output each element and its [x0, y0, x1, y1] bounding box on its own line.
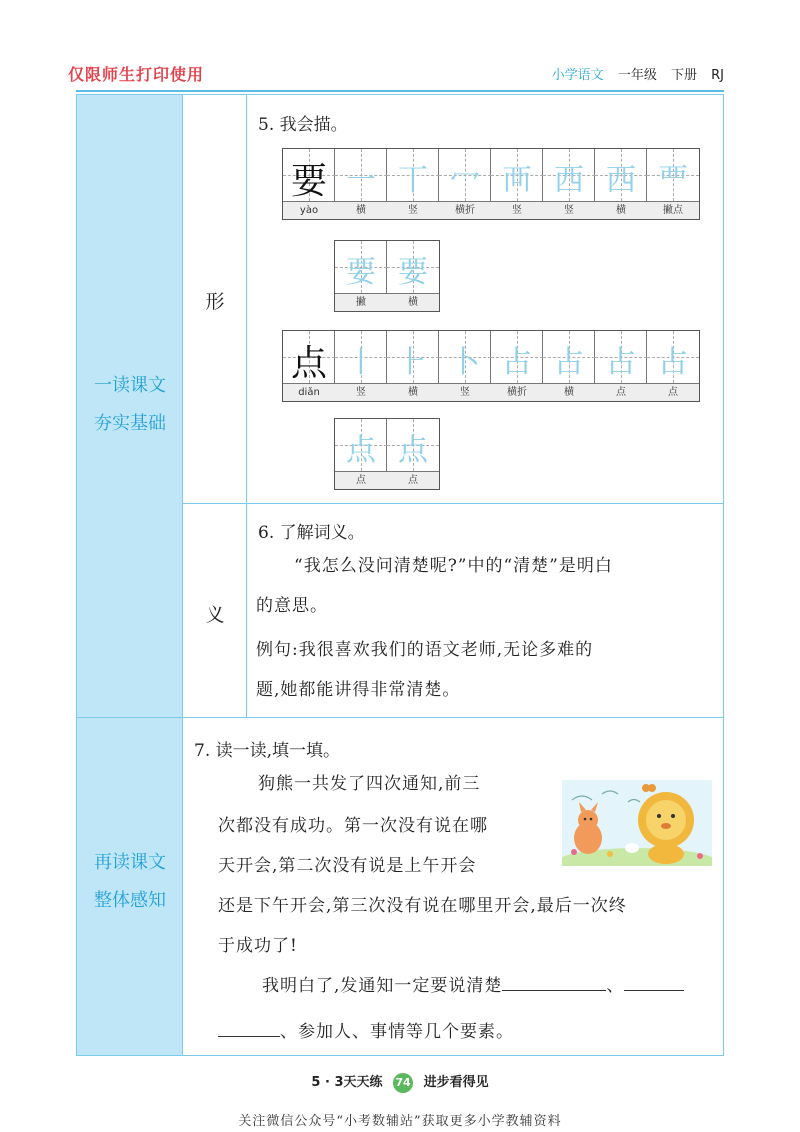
answer-blank-3[interactable] [218, 1017, 280, 1037]
trace-glyph: 冖 [450, 163, 480, 198]
form-column [183, 95, 247, 503]
q6-line1: “我怎么没问清楚呢?”中的“清楚”是明白 [294, 556, 613, 576]
stroke-name: 横 [387, 383, 439, 401]
trace-glyph: 要 [346, 255, 376, 290]
page-footer [0, 1071, 800, 1093]
stroke-name: 点 [647, 383, 699, 401]
trace-glyph: 卜 [450, 345, 480, 380]
trace-glyph: 占 [554, 345, 584, 380]
stroke-name: 横折 [491, 383, 543, 401]
trace-glyph: ⺊ [398, 345, 428, 380]
answer-blank-1[interactable] [502, 971, 606, 991]
stroke-cell[interactable] [335, 149, 387, 219]
answer-blank-2[interactable] [624, 971, 684, 991]
stroke-name: 撇 [335, 293, 387, 311]
stroke-name: 竖 [387, 201, 439, 219]
stroke-name: 点 [595, 383, 647, 401]
yao-main-cell [283, 149, 335, 219]
q7-fill-line1 [262, 966, 684, 1006]
footer-brand: 5 · 3天天练 [311, 1075, 383, 1090]
q7-title: 7. 读一读,填一填。 [194, 741, 341, 761]
trace-glyph: 点 [346, 433, 376, 468]
stroke-name: 竖 [335, 383, 387, 401]
dian-char: 点 [290, 343, 327, 384]
q7-fill-line2 [218, 1012, 514, 1052]
q6-line2: 的意思。 [256, 596, 328, 616]
stroke-name: 点 [387, 471, 439, 489]
stroke-name: 竖 [543, 201, 595, 219]
q7-line5: 于成功了! [218, 936, 298, 956]
trace-glyph: 覀 [658, 163, 688, 198]
trace-glyph: 西 [606, 163, 636, 198]
trace-glyph: 占 [502, 345, 532, 380]
stroke-name: 竖 [439, 383, 491, 401]
header-divider [76, 90, 724, 92]
row-divider-q6 [247, 503, 723, 504]
q5-title: 5. 我会描。 [258, 115, 348, 135]
trace-glyph: 襾 [502, 163, 532, 198]
stroke-cell[interactable] [335, 419, 387, 489]
stroke-name: 横折 [439, 201, 491, 219]
meaning-column [183, 503, 247, 717]
stroke-cell[interactable] [491, 149, 543, 219]
q7-line2: 次都没有成功。第一次没有说在哪 [218, 816, 488, 836]
q7-fill-prefix: 我明白了,发通知一定要说清楚 [262, 976, 503, 996]
trace-glyph: 丨 [346, 345, 376, 380]
section-first-read [77, 95, 183, 717]
second-read-line2: 整体感知 [94, 890, 166, 911]
page-number: 74 [393, 1073, 413, 1093]
stroke-cell[interactable] [387, 241, 439, 311]
q6-example-line2: 题,她都能讲得非常清楚。 [256, 680, 461, 700]
second-read-line1: 再读课文 [94, 852, 166, 873]
trace-glyph: 西 [554, 163, 584, 198]
row-divider-q7 [183, 717, 723, 718]
stroke-name: 横 [543, 383, 595, 401]
illustration-svg [562, 780, 712, 866]
stroke-cell[interactable] [439, 149, 491, 219]
yao-pinyin: yào [283, 201, 335, 219]
dian-tail-grid [334, 418, 440, 490]
q7-line3: 天开会,第二次没有说是上午开会 [218, 856, 477, 876]
subject-label: 小学语文 [551, 68, 604, 83]
stroke-cell[interactable] [647, 149, 699, 219]
section-second-read [77, 717, 183, 1055]
stroke-cell[interactable] [387, 419, 439, 489]
q6-example-line1: 例句:我很喜欢我们的语文老师,无论多难的 [256, 640, 594, 660]
stroke-cell[interactable] [335, 241, 387, 311]
stroke-cell[interactable] [387, 149, 439, 219]
stroke-name: 点 [335, 471, 387, 489]
stroke-cell[interactable] [543, 331, 595, 401]
q7-fill-separator: 、 [606, 976, 625, 996]
stroke-cell[interactable] [439, 331, 491, 401]
yao-stroke-grid [282, 148, 700, 220]
yao-tail-grid [334, 240, 440, 312]
q7-line1: 狗熊一共发了四次通知,前三 [258, 774, 481, 794]
q7-fill-suffix: 、参加人、事情等几个要素。 [280, 1022, 514, 1042]
stroke-cell[interactable] [335, 331, 387, 401]
dian-main-cell [283, 331, 335, 401]
trace-glyph: 丅 [398, 163, 428, 198]
stroke-name: 横 [387, 293, 439, 311]
trace-glyph: 一 [346, 163, 376, 198]
stroke-cell[interactable] [387, 331, 439, 401]
meaning-label: 义 [205, 604, 225, 626]
first-read-line1: 一读课文 [94, 375, 166, 396]
grade-label: 一年级 [617, 68, 657, 83]
stroke-cell[interactable] [491, 331, 543, 401]
stroke-cell[interactable] [595, 149, 647, 219]
trace-glyph: 占 [658, 345, 688, 380]
stroke-name: 竖 [491, 201, 543, 219]
bear-fox-illustration [562, 780, 712, 866]
stroke-cell[interactable] [595, 331, 647, 401]
form-label: 形 [205, 291, 225, 313]
watermark-text: 关注微信公众号“小考数辅站”获取更多小学教辅资料 [238, 1114, 562, 1129]
dian-pinyin: diǎn [283, 383, 335, 401]
trace-glyph: 点 [398, 433, 428, 468]
stroke-cell[interactable] [543, 149, 595, 219]
stroke-cell[interactable] [647, 331, 699, 401]
q7-line4: 还是下午开会,第三次没有说在哪里开会,最后一次终 [218, 896, 627, 916]
footer-slogan: 进步看得见 [423, 1075, 489, 1090]
stroke-name: 撇点 [647, 201, 699, 219]
trace-glyph: 占 [606, 345, 636, 380]
volume-label: 下册 [670, 68, 697, 83]
print-notice: 仅限师生打印使用 [68, 65, 205, 84]
stroke-name: 横 [335, 201, 387, 219]
trace-glyph: 要 [398, 255, 428, 290]
yao-char: 要 [290, 161, 327, 202]
stroke-name: 横 [595, 201, 647, 219]
q6-title: 6. 了解词义。 [258, 523, 365, 543]
dian-stroke-grid [282, 330, 700, 402]
first-read-line2: 夯实基础 [94, 413, 166, 434]
book-info [542, 64, 724, 83]
edition-label: RJ [711, 68, 724, 83]
